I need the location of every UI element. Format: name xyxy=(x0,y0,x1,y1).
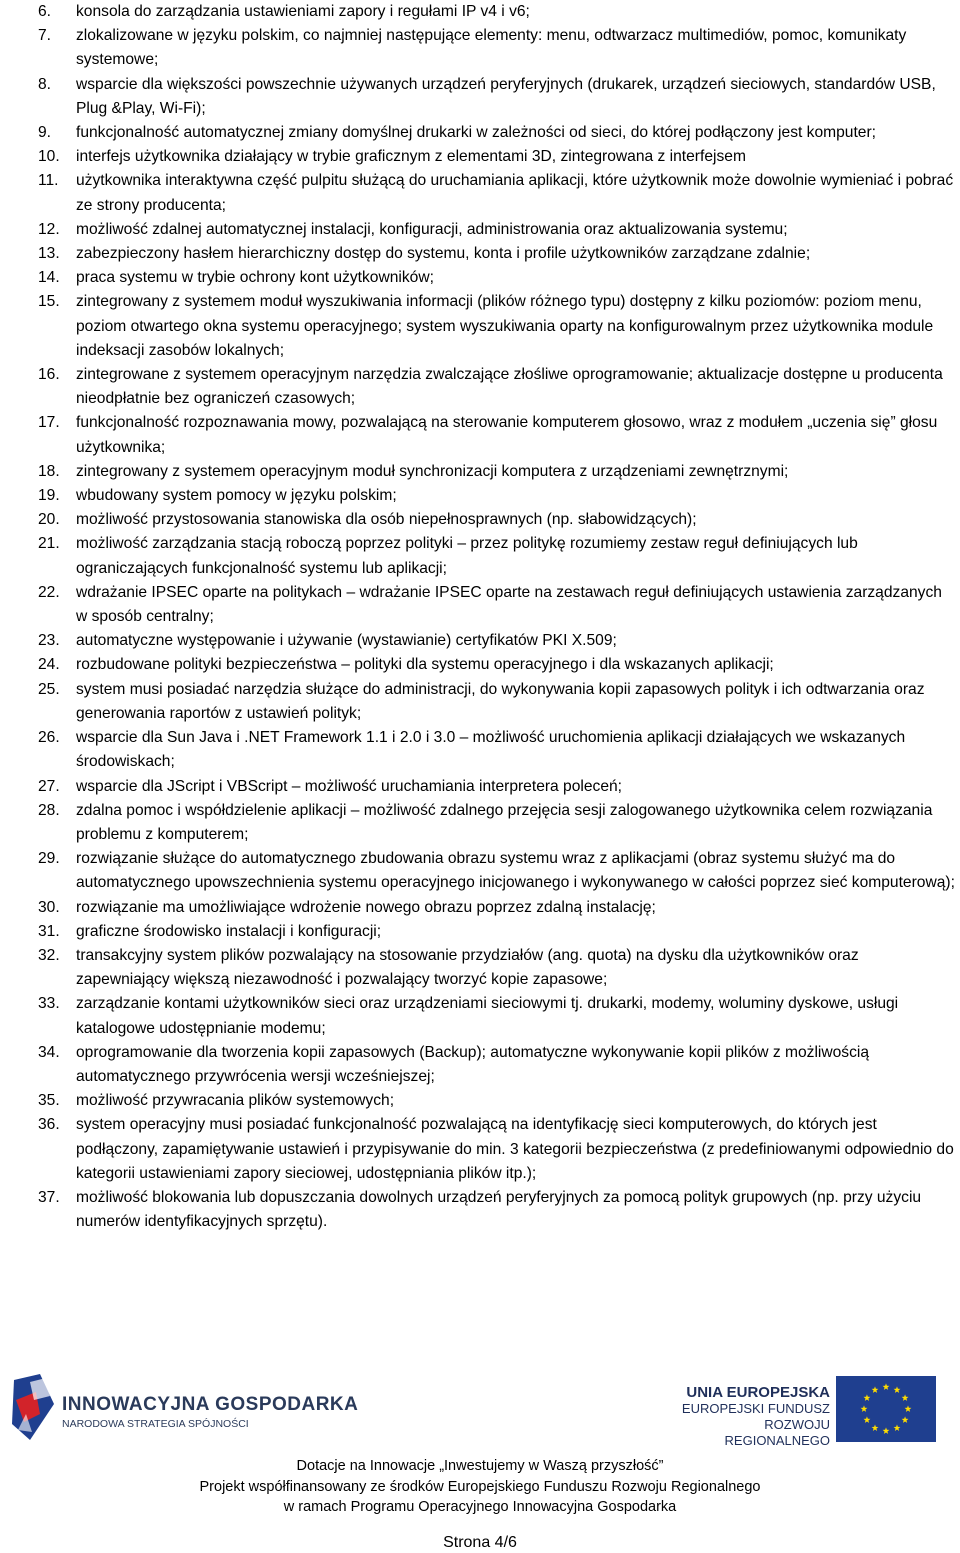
list-item-number: 34. xyxy=(38,1043,60,1061)
list-item xyxy=(0,73,960,121)
list-item-text: automatyczne występowanie i używanie (wystawianie) certyfikatów PKI X.509; xyxy=(76,632,617,650)
list-item-text: możliwość zarządzania stacją roboczą poprzez polityki – przez politykę rozumiemy zestaw reguł definiujących lub ograniczających funkcjonalność systemu lub aplikacji; xyxy=(76,535,858,577)
list-item-number: 30. xyxy=(38,898,60,916)
list-item-number: 33. xyxy=(38,995,60,1013)
list-item-text: możliwość przywracania plików systemowych; xyxy=(76,1092,395,1110)
list-item-number: 28. xyxy=(38,801,60,819)
list-item-number: 8. xyxy=(38,75,52,93)
list-item-number: 12. xyxy=(38,220,60,238)
list-item-number: 9. xyxy=(38,124,52,142)
list-item xyxy=(0,629,960,653)
list-item xyxy=(0,290,960,363)
list-item-text: wdrażanie IPSEC oparte na politykach – wdrażanie IPSEC oparte na zestawach reguł definiujących ustawienia zarządzanych w sposób centralny; xyxy=(76,583,942,626)
list-item-text: system operacyjny musi posiadać funkcjonalność pozwalającą na identyfikację sieci komputerowych, do których jest podłączony, zapamiętywanie ustawień i przypisywanie do min. 3 kategorii bezpieczeństwa (z predefiniowanymi odpowiednio do kategorii ustawieniami zapory sieciowej, udostępniania plików itp.); xyxy=(76,1116,954,1182)
list-item xyxy=(0,847,960,895)
list-item-text: zdalna pomoc i współdzielenie aplikacji – możliwość zdalnego przejęcia sesji zalogowanego użytkownika celem rozwiązania problemu z komputerem; xyxy=(76,801,933,843)
list-item-text: funkcjonalność rozpoznawania mowy, pozwalającą na sterowanie komputerem głosowo, wraz z modułem „uczenia się” głosu użytkownika; xyxy=(76,414,938,456)
list-item-number: 10. xyxy=(38,148,60,166)
list-item xyxy=(0,1041,960,1089)
page-footer xyxy=(0,1370,960,1553)
list-item xyxy=(0,218,960,242)
list-item xyxy=(0,1089,960,1113)
list-item-text: użytkownika interaktywna część pulpitu służącą do uruchamiania aplikacji, które użytkownik może dowolnie wymieniać i pobrać ze strony producenta; xyxy=(76,172,954,214)
list-item-text: oprogramowanie dla tworzenia kopii zapasowych (Backup); automatyczne wykonywanie kopii plików z możliwością automatycznego przywrócenia wersji wcześniejszej; xyxy=(76,1043,870,1085)
list-item-text: graficzne środowisko instalacji i konfiguracji; xyxy=(76,922,382,940)
list-item-text: funkcjonalność automatycznej zmiany domyślnej drukarki w zależności od sieci, do której podłączony jest komputer; xyxy=(76,124,876,142)
list-item-text: zintegrowany z systemem moduł wyszukiwania informacji (plików różnego typu) dostępny z kilku poziomów: poziom menu, poziom otwartego okna systemu operacyjnego; system wyszukiwania oparty na konfigurowalnym przez użytkownika module indeksacji zasobów lokalnych; xyxy=(76,293,934,359)
list-item-text: zintegrowane z systemem operacyjnym narzędzia zwalczające złośliwe oprogramowanie; aktualizacje dostępne u producenta nieodpłatnie bez ograniczeń czasowych; xyxy=(76,366,943,408)
list-item-number: 31. xyxy=(38,922,60,940)
ig-subtitle: NARODOWA STRATEGIA SPÓJNOŚCI xyxy=(62,1418,249,1430)
list-item-number: 23. xyxy=(38,632,60,650)
list-item xyxy=(0,508,960,532)
list-item-number: 32. xyxy=(38,946,60,964)
list-item xyxy=(0,363,960,411)
list-item-number: 27. xyxy=(38,777,60,795)
list-item xyxy=(0,266,960,290)
list-item-text: wsparcie dla JScript i VBScript – możliwość uruchamiania interpretera poleceń; xyxy=(76,777,623,795)
list-item xyxy=(0,145,960,169)
list-item-text: zabezpieczony hasłem hierarchiczny dostęp do systemu, konta i profile użytkowników zarządzane zdalnie; xyxy=(76,245,811,263)
list-item-number: 35. xyxy=(38,1092,60,1110)
list-item-text: wsparcie dla Sun Java i .NET Framework 1.1 i 2.0 i 3.0 – możliwość uruchomienia aplikacji działających we wskazanych środowiskach; xyxy=(76,729,906,771)
footer-line-2: Projekt współfinansowany ze środków Europejskiego Funduszu Rozwoju Regionalnego xyxy=(199,1478,761,1495)
list-item-text: praca systemu w trybie ochrony kont użytkowników; xyxy=(76,269,434,287)
list-item xyxy=(0,920,960,944)
list-item-number: 25. xyxy=(38,680,60,698)
list-item xyxy=(0,411,960,459)
list-item-number: 20. xyxy=(38,511,60,529)
list-item-number: 36. xyxy=(38,1116,60,1134)
list-item-text: system musi posiadać narzędzia służące do administracji, do wykonywania kopii zapasowych polityk i ich odtwarzania oraz generowania raportów z ustawień polityk; xyxy=(76,680,925,722)
list-item-number: 29. xyxy=(38,850,60,868)
list-item xyxy=(0,896,960,920)
list-item-number: 13. xyxy=(38,245,60,263)
list-item-text: zlokalizowane w języku polskim, co najmniej następujące elementy: menu, odtwarzacz multimediów, pomoc, komunikaty systemowe; xyxy=(76,27,907,69)
list-item-text: transakcyjny system plików pozwalający na stosowanie przydziałów (ang. quota) na dysku dla użytkowników oraz zapewniający większą niezawodność i pozwalający tworzyć kopie zapasowe; xyxy=(76,946,859,989)
list-item xyxy=(0,726,960,774)
list-item-number: 6. xyxy=(38,3,52,20)
list-item-number: 21. xyxy=(38,535,60,553)
list-item-text: rozbudowane polityki bezpieczeństwa – polityki dla systemu operacyjnego i dla wskazanych aplikacji; xyxy=(76,656,774,674)
list-item xyxy=(0,169,960,217)
list-item-number: 22. xyxy=(38,583,60,601)
list-item-text: rozwiązanie służące do automatycznego zbudowania obrazu systemu wraz z aplikacjami (obraz systemu służyć ma do automatycznego upowszechnienia systemu operacyjnego inicjowanego i wykonywanego w całości poprzez sieć komputerową); xyxy=(76,850,955,892)
list-item xyxy=(0,581,960,629)
list-item-number: 19. xyxy=(38,487,60,505)
footer-line-3: w ramach Programu Operacyjnego Innowacyjna Gospodarka xyxy=(283,1499,677,1515)
list-item-text: możliwość przystosowania stanowiska dla osób niepełnosprawnych (np. słabowidzących); xyxy=(76,511,697,529)
list-item-number: 7. xyxy=(38,27,52,45)
eu-line-3: ROZWOJU REGIONALNEGO xyxy=(724,1417,830,1448)
list-item xyxy=(0,799,960,847)
list-item xyxy=(0,0,960,24)
innowacyjna-gospodarka-logo xyxy=(10,1374,370,1444)
list-item xyxy=(0,121,960,145)
footer-line-1: Dotacje na Innowacje „Inwestujemy w Waszą przyszłość” xyxy=(296,1458,664,1474)
list-item xyxy=(0,1186,960,1234)
list-item-text: możliwość zdalnej automatycznej instalacji, konfiguracji, administrowania oraz aktualizowania systemu; xyxy=(76,220,788,238)
page-number: Strona 4/6 xyxy=(443,1534,517,1551)
list-item-text: konsola do zarządzania ustawieniami zapory i regułami IP v4 i v6; xyxy=(76,3,530,20)
list-item xyxy=(0,484,960,508)
list-item-text: możliwość blokowania lub dopuszczania dowolnych urządzeń peryferyjnych za pomocą polityk grupowych (np. przy użyciu numerów identyfikacyjnych sprzętu). xyxy=(76,1188,922,1231)
list-item-text: interfejs użytkownika działający w trybie graficznym z elementami 3D, zintegrowana z interfejsem xyxy=(76,148,746,166)
eu-line-1: UNIA EUROPEJSKA xyxy=(686,1384,830,1401)
list-item-number: 17. xyxy=(38,414,60,432)
list-item xyxy=(0,653,960,677)
eu-line-2: EUROPEJSKI FUNDUSZ xyxy=(681,1401,830,1416)
list-item xyxy=(0,775,960,799)
list-item-number: 26. xyxy=(38,729,60,747)
ig-emblem-icon xyxy=(10,1374,58,1442)
eu-fund-label xyxy=(672,1384,830,1449)
list-item xyxy=(0,944,960,992)
footer-text xyxy=(0,1456,960,1518)
list-item-text: wbudowany system pomocy w języku polskim; xyxy=(76,487,397,505)
list-item-number: 14. xyxy=(38,269,60,287)
list-item-number: 24. xyxy=(38,656,60,674)
list-item xyxy=(0,992,960,1040)
eu-flag-icon xyxy=(836,1376,936,1442)
list-item xyxy=(0,242,960,266)
list-item xyxy=(0,24,960,72)
list-item xyxy=(0,1113,960,1186)
list-item-number: 16. xyxy=(38,366,60,384)
list-item-text: wsparcie dla większości powszechnie używanych urządzeń peryferyjnych (drukarek, urządzeń sieciowych, standardów USB, Plug &Play, Wi-Fi); xyxy=(76,75,936,117)
list-item-number: 18. xyxy=(38,462,60,480)
list-item-text: zarządzanie kontami użytkowników sieci oraz urządzeniami sieciowymi tj. drukarki, modemy, woluminy dyskowe, usługi katalogowe udostępnianie modemu; xyxy=(76,995,899,1037)
list-item-number: 15. xyxy=(38,293,60,311)
list-item-text: rozwiązanie ma umożliwiające wdrożenie nowego obrazu poprzez zdalną instalację; xyxy=(76,898,656,916)
list-item-number: 37. xyxy=(38,1188,60,1206)
ig-title: INNOWACYJNA GOSPODARKA xyxy=(62,1394,359,1415)
list-item xyxy=(0,678,960,726)
list-item xyxy=(0,460,960,484)
list-item xyxy=(0,532,960,580)
list-item-text: zintegrowany z systemem operacyjnym moduł synchronizacji komputera z urządzeniami zewnętrznymi; xyxy=(76,462,789,480)
list-item-number: 11. xyxy=(38,172,59,190)
